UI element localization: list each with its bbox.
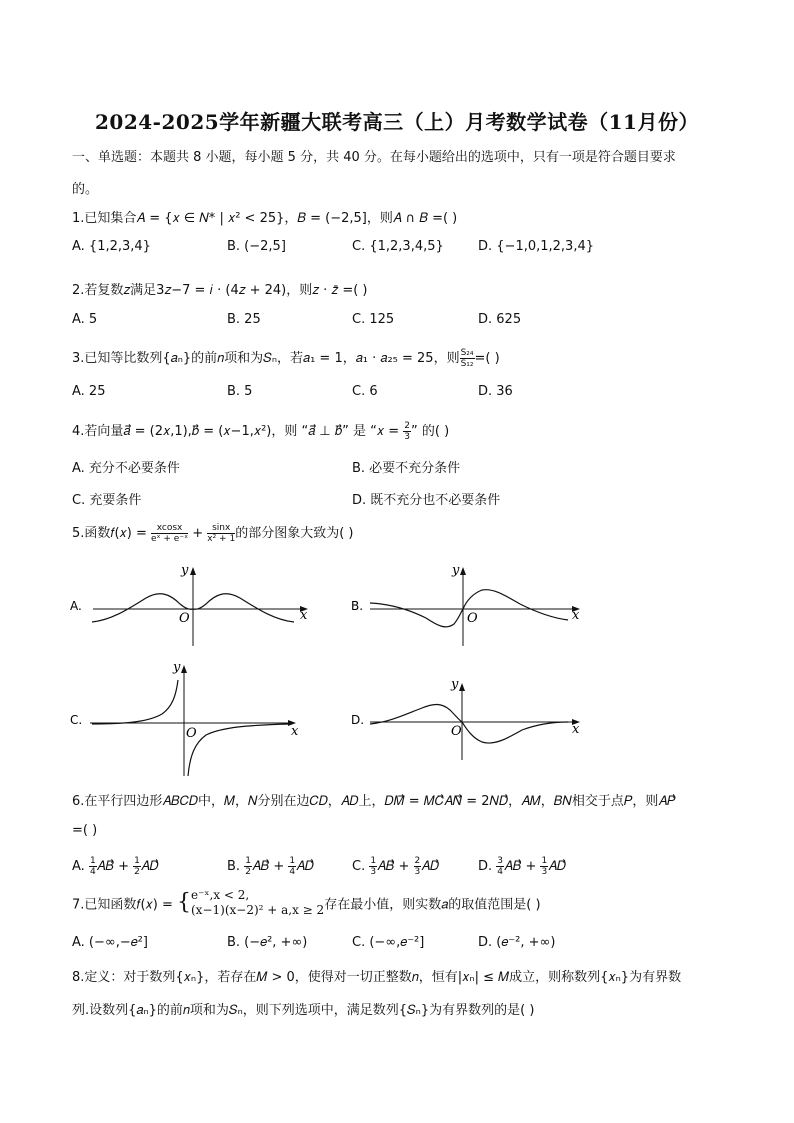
graph-c-x-label: x — [291, 724, 299, 739]
graph-c-label: C. — [70, 713, 83, 727]
question-8-stem-cont: 列.设数列{𝑎ₙ}的前𝑛项和为𝑆ₙ，则下列选项中，满足数列{𝑆ₙ}为有界数列的是( ) — [72, 1003, 535, 1018]
q5-stem-a: 5.函数𝑓(𝑥) = — [72, 526, 151, 541]
question-8-stem: 8.定义：对于数列{𝑥ₙ}，若存在𝑀 > 0，使得对一切正整数𝑛，恒有|𝑥ₙ| ≤ 𝑀成立，则称数列{𝑥ₙ}为有界数 — [72, 970, 682, 985]
q3-option-d: D. 36 — [478, 384, 513, 399]
q5-frac2-den: x² + 1 — [207, 534, 236, 544]
graph-d-origin: O — [451, 724, 462, 739]
q4-stem-a: 4.若向量𝑎⃗ = (2𝑥,1),𝑏⃗ = (𝑥−1,𝑥²)，则 “𝑎⃗ ⊥ 𝑏⃗” 是 “𝑥 = — [72, 424, 404, 439]
graph-b-label: B. — [351, 599, 364, 613]
question-4-stem — [72, 420, 449, 442]
q5-plus: + — [188, 526, 208, 541]
q4-option-d: D. 既不充分也不必要条件 — [352, 493, 501, 508]
q5-graph-d — [348, 672, 588, 764]
section-heading-cont: 的。 — [72, 182, 99, 197]
q3-stem-a: 3.已知等比数列{𝑎ₙ}的前𝑛项和为𝑆ₙ，若𝑎₁ = 1，𝑎₁ · 𝑎₂₅ = 25，则 — [72, 351, 460, 366]
q5-frac2-num: sinx — [207, 523, 235, 534]
q5-frac1-num: xcosx — [151, 523, 188, 534]
q5-fraction-2 — [207, 523, 235, 544]
section-heading: 一、单选题：本题共 8 小题，每小题 5 分，共 40 分。在每小题给出的选项中，只有一项是符合题目要求 — [72, 150, 676, 165]
graph-b-origin: O — [467, 611, 478, 626]
q2-option-d: D. 625 — [478, 312, 522, 327]
q3-stem-b: =( ) — [474, 351, 500, 366]
q7-brace: { — [177, 890, 191, 915]
q7-option-c: C. (−∞,𝑒⁻²] — [352, 935, 425, 950]
q1-option-c: C. {1,2,3,4,5} — [352, 239, 444, 254]
graph-d-label: D. — [351, 713, 365, 727]
q7-option-d: D. (𝑒⁻², +∞) — [478, 935, 556, 950]
q2-option-a: A. 5 — [72, 312, 98, 327]
q1-option-a: A. {1,2,3,4} — [72, 239, 151, 254]
graph-b-y-label: y — [452, 563, 460, 578]
q4-frac-den: 3 — [404, 432, 411, 442]
question-6-stem-cont: =( ) — [72, 823, 98, 838]
question-6-stem: 6.在平行四边形𝐴𝐵𝐶𝐷中，𝑀，𝑁分别在边𝐶𝐷，𝐴𝐷上，𝐷𝑀⃗ = 𝑀𝐶⃗𝐴𝑁⃗ = 2𝑁𝐷⃗，𝐴𝑀，𝐵𝑁相交于点𝑃，则𝐴𝑃⃗ — [72, 794, 676, 809]
question-2-stem: 2.若复数𝑧满足3𝑧−7 = 𝑖 · (4𝑧 + 24)，则𝑧 · 𝑧̄ =( ) — [72, 283, 368, 298]
q5-frac1-den: eˣ + e⁻ˣ — [151, 534, 189, 544]
graph-a-label: A. — [70, 599, 82, 613]
question-5-stem — [72, 522, 353, 544]
q5-fraction-1 — [151, 523, 188, 544]
q5-graph-c — [68, 658, 308, 780]
exam-title: 2024-2025学年新疆大联考高三（上）月考数学试卷（11月份） — [95, 110, 699, 134]
q7-stem-a: 7.已知函数𝑓(𝑥) = — [72, 897, 177, 913]
graph-b-x-label: x — [572, 608, 580, 623]
q7-stem-b: 存在最小值，则实数𝑎的取值范围是( ) — [324, 897, 541, 913]
q4-option-b: B. 必要不充分条件 — [352, 461, 461, 476]
q3-fraction — [460, 348, 475, 369]
question-1-stem: 1.已知集合𝐴 = {𝑥 ∈ 𝑁* | 𝑥² < 25}，𝐵 = (−2,5]，则𝐴 ∩ 𝐵 =( ) — [72, 211, 458, 226]
graph-a-x-label: x — [300, 608, 308, 623]
q1-option-b: B. (−2,5] — [227, 239, 286, 254]
q1-option-d: D. {−1,0,1,2,3,4} — [478, 239, 594, 254]
q3-option-b: B. 5 — [227, 384, 253, 399]
q6-option-c: C. $\frac{1}{3}$ 𝐴𝐵⃗ + $\frac{2}{3}$ 𝐴𝐷⃗ — [352, 856, 440, 877]
q5-graph-b — [348, 558, 588, 650]
q4-frac-num: 2 — [404, 421, 411, 431]
graph-c-origin: O — [186, 726, 197, 741]
question-3-stem — [72, 347, 500, 369]
graph-d-y-label: y — [451, 677, 459, 692]
q3-option-c: C. 6 — [352, 384, 378, 399]
q6-option-b: B. $\frac{1}{2}$ 𝐴𝐵⃗ + $\frac{1}{4}$ 𝐴𝐷⃗ — [227, 856, 314, 877]
q6-option-a: A. $\frac{1}{4}$ 𝐴𝐵⃗ + $\frac{1}{2}$ 𝐴𝐷⃗ — [72, 856, 159, 877]
q3-frac-den: S₁₂ — [460, 359, 474, 369]
q4-fraction — [403, 421, 411, 442]
q2-option-c: C. 125 — [352, 312, 395, 327]
q4-option-c: C. 充要条件 — [72, 493, 142, 508]
q2-option-b: B. 25 — [227, 312, 261, 327]
q7-cases — [191, 888, 324, 918]
q5-graph-a — [68, 558, 318, 650]
q7-option-a: A. (−∞,−𝑒²] — [72, 935, 148, 950]
q7-option-b: B. (−𝑒², +∞) — [227, 935, 308, 950]
q7-case-1: e⁻ˣ,x < 2, — [191, 888, 250, 902]
q6-option-d: D. $\frac{3}{4}$ 𝐴𝐵⃗ + $\frac{1}{3}$ 𝐴𝐷⃗ — [478, 856, 566, 877]
q7-case-2: (x−1)(x−2)² + a,x ≥ 2 — [191, 903, 325, 917]
question-7-stem — [72, 888, 541, 918]
q4-option-a: A. 充分不必要条件 — [72, 461, 180, 476]
graph-a-y-label: y — [181, 563, 189, 578]
q4-stem-b: ” 的( ) — [411, 424, 450, 439]
q3-option-a: A. 25 — [72, 384, 106, 399]
graph-d-x-label: x — [572, 722, 580, 737]
q5-stem-b: 的部分图象大致为( ) — [235, 526, 354, 541]
graph-a-origin: O — [179, 611, 190, 626]
q3-frac-num: S₂₄ — [460, 348, 474, 358]
graph-c-y-label: y — [173, 660, 181, 675]
